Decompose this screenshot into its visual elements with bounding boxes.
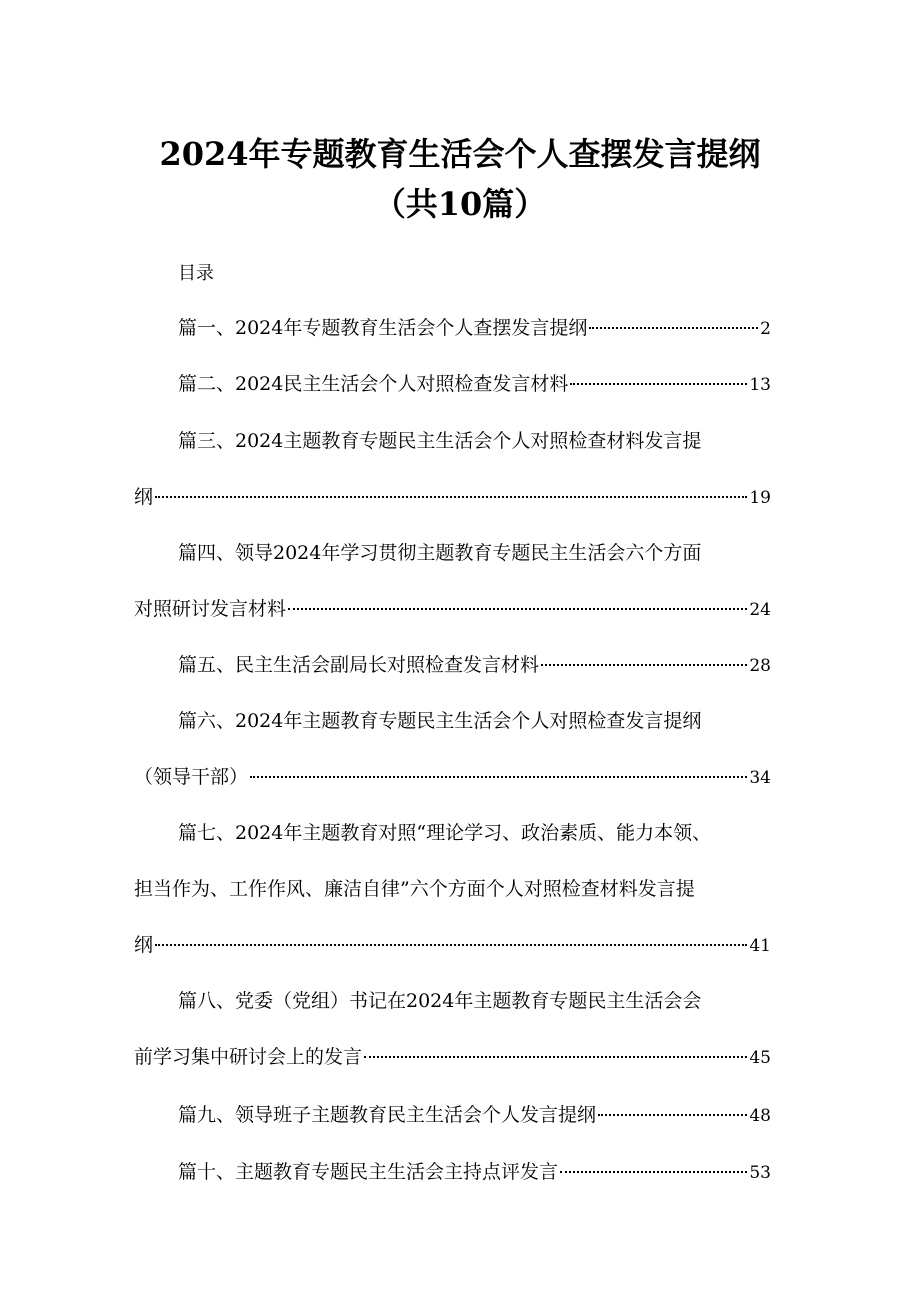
toc-entry-3[interactable]: [178, 428, 771, 454]
dot-leader: [364, 1056, 747, 1058]
dot-leader: [570, 383, 747, 385]
toc-page-number: 24: [749, 600, 771, 620]
toc-page-number: 48: [749, 1106, 771, 1126]
toc-entry-6[interactable]: [178, 708, 771, 734]
toc-entry-text: 篇七、2024年主题教育对照“理论学习、政治素质、能力本领、: [178, 822, 712, 844]
toc-page-number: 53: [749, 1163, 771, 1183]
toc-page-number: 28: [749, 656, 771, 676]
toc-entry-5[interactable]: [178, 652, 771, 678]
dot-leader: [250, 776, 747, 778]
toc-entry-text: 纲: [134, 934, 154, 956]
dot-leader: [598, 1114, 747, 1116]
toc-entry-text: 篇三、2024主题教育专题民主生活会个人对照检查材料发言提: [178, 430, 702, 452]
toc-page-number: 41: [749, 936, 771, 956]
toc-page-number: 19: [749, 488, 771, 508]
dot-leader: [541, 664, 747, 666]
toc-entry-text: 篇四、领导2024年学习贯彻主题教育专题民主生活会六个方面: [178, 542, 702, 564]
toc-entry-text: 纲: [134, 486, 154, 508]
toc-entry-4[interactable]: [178, 540, 771, 566]
document-title: 2024年专题教育生活会个人查摆发言提纲: [159, 135, 761, 173]
dot-leader: [155, 496, 747, 498]
toc-entry-text: 篇一、2024年专题教育生活会个人查摆发言提纲: [178, 317, 588, 339]
toc-entry-text: 篇九、领导班子主题教育民主生活会个人发言提纲: [178, 1104, 597, 1126]
toc-entry-text: 篇五、民主生活会副局长对照检查发言材料: [178, 654, 540, 676]
dot-leader: [560, 1171, 747, 1173]
toc-page-number: 13: [749, 375, 771, 395]
toc-entry-6-continued[interactable]: [134, 764, 771, 790]
toc-entry-text: 篇八、党委（党组）书记在2024年主题教育专题民主生活会会: [178, 990, 702, 1012]
toc-entry-text: 篇二、2024民主生活会个人对照检查发言材料: [178, 373, 569, 395]
dot-leader: [155, 944, 747, 946]
toc-entry-8-continued[interactable]: [134, 1044, 771, 1070]
toc-entry-text: 对照研讨发言材料: [134, 598, 287, 620]
toc-entry-2[interactable]: [178, 371, 771, 397]
toc-entry-3-continued[interactable]: [134, 484, 771, 510]
toc-entry-text: 担当作为、工作作风、廉洁自律”六个方面个人对照检查材料发言提: [134, 878, 695, 900]
toc-entry-8[interactable]: [178, 988, 771, 1014]
toc-page-number: 45: [749, 1048, 771, 1068]
toc-entry-1[interactable]: [178, 315, 771, 341]
dot-leader: [589, 327, 758, 329]
toc-page-number: 34: [749, 768, 771, 788]
toc-entry-text: 篇十、主题教育专题民主生活会主持点评发言: [178, 1161, 559, 1183]
toc-page-number: 2: [760, 319, 771, 339]
toc-heading: 目录: [178, 263, 214, 284]
toc-entry-7-continued-2[interactable]: [134, 932, 771, 958]
toc-entry-7-continued[interactable]: [134, 876, 771, 902]
dot-leader: [288, 608, 747, 610]
toc-entry-text: （领导干部）: [134, 766, 249, 788]
document-subtitle: （共10篇）: [373, 185, 547, 223]
toc-entry-4-continued[interactable]: [134, 596, 771, 622]
toc-entry-7[interactable]: [178, 820, 771, 846]
toc-entry-9[interactable]: [178, 1102, 771, 1128]
toc-entry-text: 篇六、2024年主题教育专题民主生活会个人对照检查发言提纲: [178, 710, 702, 732]
toc-entry-text: 前学习集中研讨会上的发言: [134, 1046, 363, 1068]
toc-entry-10[interactable]: [178, 1159, 771, 1185]
